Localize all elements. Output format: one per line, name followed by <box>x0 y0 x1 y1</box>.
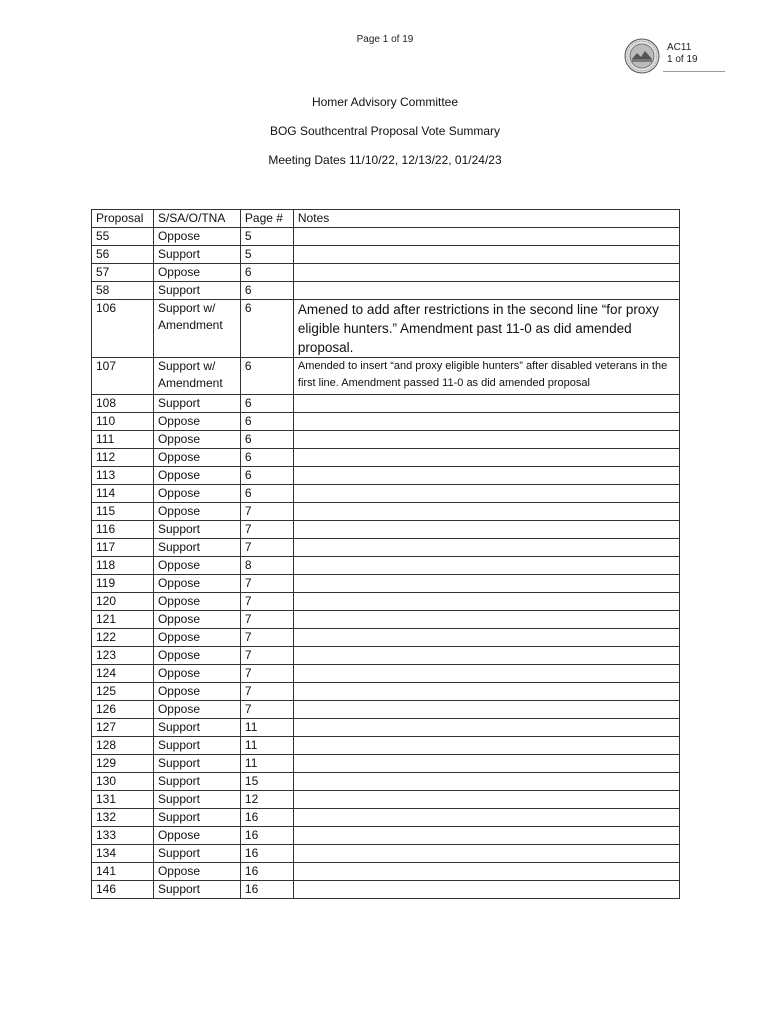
proposal-cell: 146 <box>92 881 154 899</box>
proposal-cell: 112 <box>92 449 154 467</box>
position-cell: Support <box>153 755 240 773</box>
proposal-cell: 110 <box>92 413 154 431</box>
notes-cell <box>293 647 679 665</box>
notes-cell <box>293 521 679 539</box>
table-row <box>92 737 680 755</box>
position-cell: Support <box>153 881 240 899</box>
table-header-row <box>92 210 680 228</box>
column-header: S/SA/O/TNA <box>153 210 240 228</box>
notes-cell <box>293 264 679 282</box>
notes-cell <box>293 701 679 719</box>
table-row <box>92 503 680 521</box>
notes-cell <box>293 683 679 701</box>
table-row <box>92 395 680 413</box>
notes-cell <box>293 593 679 611</box>
page-cell: 6 <box>240 300 293 358</box>
proposal-cell: 108 <box>92 395 154 413</box>
table-row <box>92 755 680 773</box>
proposal-cell: 121 <box>92 611 154 629</box>
notes-cell <box>293 827 679 845</box>
table-row <box>92 863 680 881</box>
page-cell: 6 <box>240 413 293 431</box>
position-cell: Oppose <box>153 629 240 647</box>
proposal-cell: 118 <box>92 557 154 575</box>
notes-cell <box>293 737 679 755</box>
proposal-cell: 125 <box>92 683 154 701</box>
table-row <box>92 611 680 629</box>
page-cell: 11 <box>240 737 293 755</box>
notes-cell <box>293 503 679 521</box>
position-cell: Support <box>153 521 240 539</box>
page-cell: 5 <box>240 246 293 264</box>
position-cell: Oppose <box>153 575 240 593</box>
proposal-cell: 127 <box>92 719 154 737</box>
table-row <box>92 413 680 431</box>
page-cell: 7 <box>240 593 293 611</box>
page-cell: 7 <box>240 503 293 521</box>
table-row <box>92 881 680 899</box>
table-row <box>92 449 680 467</box>
proposal-cell: 128 <box>92 737 154 755</box>
notes-cell <box>293 485 679 503</box>
proposal-cell: 129 <box>92 755 154 773</box>
table-row <box>92 845 680 863</box>
notes-cell <box>293 228 679 246</box>
proposal-cell: 113 <box>92 467 154 485</box>
page-cell: 6 <box>240 358 293 395</box>
notes-cell <box>293 467 679 485</box>
page-cell: 11 <box>240 755 293 773</box>
table-row <box>92 300 680 358</box>
position-cell: Oppose <box>153 431 240 449</box>
page-cell: 11 <box>240 719 293 737</box>
page-cell: 7 <box>240 611 293 629</box>
proposal-cell: 56 <box>92 246 154 264</box>
position-cell: Oppose <box>153 467 240 485</box>
position-cell: Oppose <box>153 683 240 701</box>
notes-cell <box>293 282 679 300</box>
proposal-cell: 122 <box>92 629 154 647</box>
proposal-cell: 116 <box>92 521 154 539</box>
vote-summary-table <box>91 209 680 899</box>
table-row <box>92 665 680 683</box>
page-cell: 7 <box>240 665 293 683</box>
notes-cell <box>293 449 679 467</box>
proposal-cell: 106 <box>92 300 154 358</box>
page-cell: 7 <box>240 521 293 539</box>
proposal-cell: 114 <box>92 485 154 503</box>
proposal-cell: 131 <box>92 791 154 809</box>
stamp-pages: 1 of 19 <box>667 54 698 65</box>
page-cell: 7 <box>240 575 293 593</box>
table-row <box>92 593 680 611</box>
position-cell: Support <box>153 845 240 863</box>
notes-cell: Amened to add after restrictions in the second line “for proxy eligible hunters.” Amendment past 11-0 as did amended proposal. <box>293 300 679 358</box>
page-cell: 6 <box>240 467 293 485</box>
column-header: Proposal <box>92 210 154 228</box>
position-cell: Oppose <box>153 557 240 575</box>
position-cell: Support <box>153 791 240 809</box>
page-cell: 6 <box>240 264 293 282</box>
proposal-cell: 133 <box>92 827 154 845</box>
notes-cell <box>293 575 679 593</box>
position-cell: Oppose <box>153 647 240 665</box>
notes-cell <box>293 863 679 881</box>
page-number-label: Page 1 of 19 <box>356 34 414 45</box>
page-cell: 16 <box>240 863 293 881</box>
table-row <box>92 521 680 539</box>
proposal-cell: 117 <box>92 539 154 557</box>
notes-cell <box>293 719 679 737</box>
notes-cell <box>293 539 679 557</box>
stamp-code: AC11 <box>667 42 692 53</box>
page-cell: 7 <box>240 701 293 719</box>
notes-cell <box>293 755 679 773</box>
notes-cell <box>293 791 679 809</box>
page-cell: 16 <box>240 809 293 827</box>
proposal-cell: 124 <box>92 665 154 683</box>
proposal-cell: 132 <box>92 809 154 827</box>
proposal-cell: 120 <box>92 593 154 611</box>
position-cell: Oppose <box>153 485 240 503</box>
position-cell: Oppose <box>153 611 240 629</box>
proposal-cell: 126 <box>92 701 154 719</box>
stamp-underline <box>663 71 725 72</box>
notes-cell <box>293 665 679 683</box>
table-row <box>92 485 680 503</box>
alaska-seal-icon <box>624 38 660 74</box>
page-cell: 7 <box>240 539 293 557</box>
table-row <box>92 719 680 737</box>
notes-cell <box>293 431 679 449</box>
position-cell: Support <box>153 246 240 264</box>
table-row <box>92 246 680 264</box>
notes-cell <box>293 395 679 413</box>
position-cell: Support <box>153 773 240 791</box>
proposal-cell: 55 <box>92 228 154 246</box>
summary-title: BOG Southcentral Proposal Vote Summary <box>269 124 501 138</box>
position-cell: Support <box>153 719 240 737</box>
position-cell: Support <box>153 539 240 557</box>
position-cell: Support w/ Amendment <box>153 358 240 395</box>
proposal-cell: 107 <box>92 358 154 395</box>
meeting-dates: Meeting Dates 11/10/22, 12/13/22, 01/24/23 <box>268 153 502 167</box>
page-cell: 6 <box>240 485 293 503</box>
position-cell: Support <box>153 737 240 755</box>
notes-cell: Amended to insert “and proxy eligible hunters” after disabled veterans in the first line. Amendment passed 11-0 as did amended proposal <box>293 358 679 395</box>
page-cell: 6 <box>240 395 293 413</box>
page-cell: 5 <box>240 228 293 246</box>
notes-cell <box>293 413 679 431</box>
table-row <box>92 809 680 827</box>
notes-cell <box>293 246 679 264</box>
table-row <box>92 629 680 647</box>
proposal-cell: 57 <box>92 264 154 282</box>
page-cell: 6 <box>240 449 293 467</box>
proposal-cell: 134 <box>92 845 154 863</box>
table-row <box>92 264 680 282</box>
notes-cell <box>293 557 679 575</box>
proposal-cell: 123 <box>92 647 154 665</box>
table-row <box>92 282 680 300</box>
position-cell: Support <box>153 282 240 300</box>
page-cell: 16 <box>240 827 293 845</box>
position-cell: Oppose <box>153 228 240 246</box>
position-cell: Oppose <box>153 264 240 282</box>
table-row <box>92 539 680 557</box>
column-header: Notes <box>293 210 679 228</box>
notes-cell <box>293 773 679 791</box>
document-stamp <box>667 42 725 66</box>
notes-cell <box>293 881 679 899</box>
proposal-cell: 111 <box>92 431 154 449</box>
proposal-cell: 141 <box>92 863 154 881</box>
table-row <box>92 701 680 719</box>
committee-name: Homer Advisory Committee <box>311 95 459 109</box>
table-row <box>92 791 680 809</box>
column-header: Page # <box>240 210 293 228</box>
position-cell: Oppose <box>153 827 240 845</box>
page-cell: 6 <box>240 431 293 449</box>
position-cell: Support w/ Amendment <box>153 300 240 358</box>
page-cell: 7 <box>240 629 293 647</box>
page-cell: 15 <box>240 773 293 791</box>
position-cell: Oppose <box>153 449 240 467</box>
proposal-cell: 115 <box>92 503 154 521</box>
table-row <box>92 575 680 593</box>
position-cell: Oppose <box>153 503 240 521</box>
position-cell: Oppose <box>153 665 240 683</box>
proposal-cell: 130 <box>92 773 154 791</box>
table-row <box>92 773 680 791</box>
notes-cell <box>293 629 679 647</box>
notes-cell <box>293 809 679 827</box>
table-row <box>92 431 680 449</box>
table-row <box>92 827 680 845</box>
proposal-cell: 58 <box>92 282 154 300</box>
table-row <box>92 358 680 395</box>
position-cell: Oppose <box>153 863 240 881</box>
table-row <box>92 683 680 701</box>
position-cell: Oppose <box>153 701 240 719</box>
table-row <box>92 647 680 665</box>
position-cell: Support <box>153 395 240 413</box>
proposal-cell: 119 <box>92 575 154 593</box>
page-cell: 7 <box>240 683 293 701</box>
page-cell: 6 <box>240 282 293 300</box>
position-cell: Oppose <box>153 593 240 611</box>
notes-cell <box>293 845 679 863</box>
table-row <box>92 467 680 485</box>
position-cell: Support <box>153 809 240 827</box>
position-cell: Oppose <box>153 413 240 431</box>
page-cell: 7 <box>240 647 293 665</box>
page-cell: 12 <box>240 791 293 809</box>
page-cell: 16 <box>240 845 293 863</box>
page-cell: 16 <box>240 881 293 899</box>
page-cell: 8 <box>240 557 293 575</box>
notes-cell <box>293 611 679 629</box>
table-row <box>92 228 680 246</box>
table-row <box>92 557 680 575</box>
